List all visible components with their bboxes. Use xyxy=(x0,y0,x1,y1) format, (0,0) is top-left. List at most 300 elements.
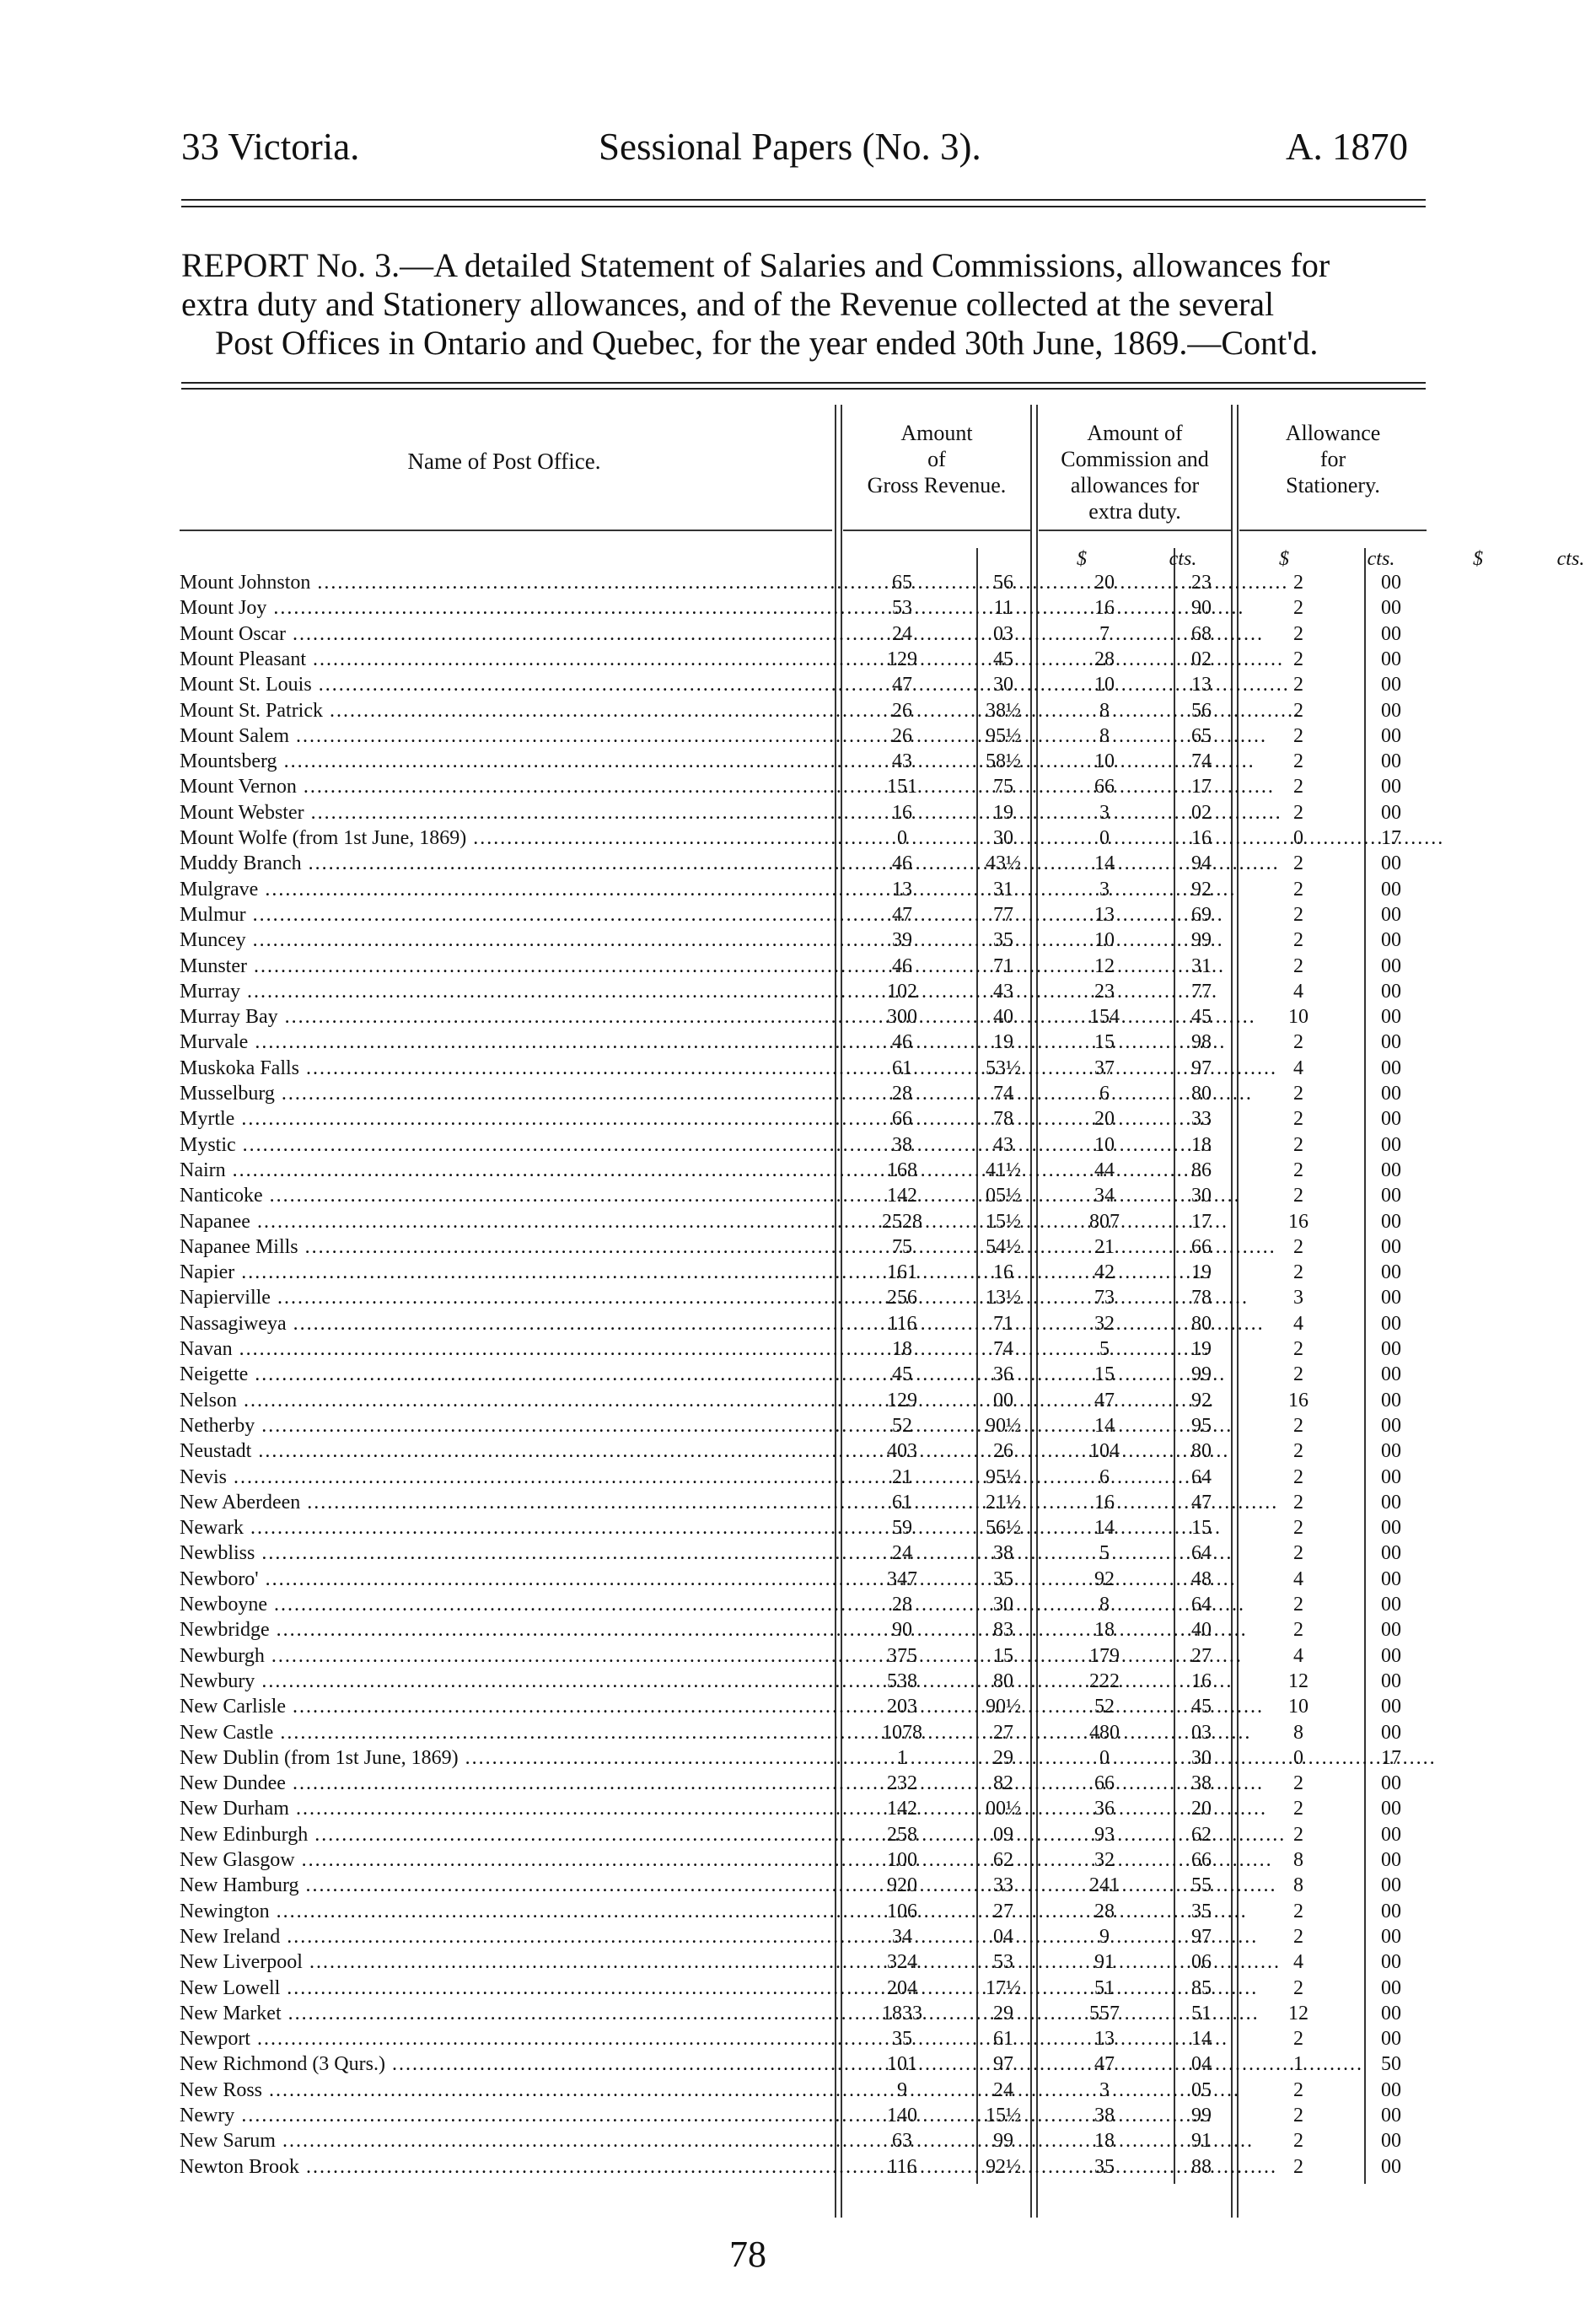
post-office-name: Neustadt ..... xyxy=(180,1438,829,1464)
table-row xyxy=(180,1592,1427,1617)
stationery-dollars: 2 xyxy=(1293,2155,1303,2178)
gross-revenue-dollars: 129 xyxy=(887,648,917,670)
gross-revenue-dollars: 203 xyxy=(887,1696,917,1718)
commission-dollars: 32 xyxy=(1094,1312,1115,1335)
stationery-cents: 00 xyxy=(1381,2105,1401,2127)
gross-revenue-cents: 95½ xyxy=(986,1465,1021,1488)
post-office-name: New Ross ..... xyxy=(180,2078,829,2103)
commission-dollars: 66 xyxy=(1094,776,1115,798)
gross-revenue-dollars: 403 xyxy=(887,1440,917,1463)
gross-revenue-dollars: 26 xyxy=(892,724,912,747)
stationery-dollars: 2 xyxy=(1293,1363,1303,1386)
stationery-cents: 00 xyxy=(1381,572,1401,594)
table-row xyxy=(180,1158,1427,1183)
gross-revenue-dollars: 38 xyxy=(892,1133,912,1156)
commission-cents: 27 xyxy=(1191,1644,1212,1667)
commission-cents: 38 xyxy=(1191,1772,1212,1795)
stationery-dollars: 8 xyxy=(1293,1874,1303,1897)
stationery-cents: 00 xyxy=(1381,724,1401,747)
gross-revenue-cents: 80 xyxy=(993,1669,1013,1692)
table-row xyxy=(180,1311,1427,1336)
post-office-name: Newboyne ..... xyxy=(180,1592,829,1617)
commission-cents: 88 xyxy=(1191,2155,1212,2178)
commission-dollars: 18 xyxy=(1094,1619,1115,1642)
stationery-cents: 00 xyxy=(1381,1798,1401,1820)
stationery-dollars: 2 xyxy=(1293,622,1303,645)
stationery-dollars: 2 xyxy=(1293,878,1303,901)
stationery-cents: 00 xyxy=(1381,852,1401,875)
stationery-dollars: 2 xyxy=(1293,1491,1303,1514)
post-office-name: Newboro' ..... xyxy=(180,1567,829,1592)
post-office-name: Navan ..... xyxy=(180,1336,829,1362)
commission-cents: 23 xyxy=(1191,572,1212,594)
stationery-dollars: 4 xyxy=(1293,1951,1303,1974)
stationery-dollars: 2 xyxy=(1293,1772,1303,1795)
commission-dollars: 10 xyxy=(1094,1133,1115,1156)
stationery-dollars: 4 xyxy=(1293,1644,1303,1667)
gross-revenue-cents: 43 xyxy=(993,980,1013,1003)
title-line: REPORT No. 3.—A detailed Statement of Salaries and Commissions, allowances for xyxy=(181,246,1330,284)
header-line: Amount xyxy=(900,421,973,445)
gross-revenue-cents: 38½ xyxy=(986,699,1021,722)
commission-dollars: 5 xyxy=(1099,1542,1110,1565)
commission-dollars: 807 xyxy=(1089,1210,1120,1233)
commission-cents: 64 xyxy=(1191,1542,1212,1565)
commission-cents: 47 xyxy=(1191,1491,1212,1514)
stationery-cents: 00 xyxy=(1381,597,1401,620)
post-office-name: Newry ..... xyxy=(180,2103,829,2128)
gross-revenue-cents: 30 xyxy=(993,827,1013,849)
gross-revenue-dollars: 16 xyxy=(892,801,912,824)
table-row xyxy=(180,1540,1427,1566)
header-line: Allowance xyxy=(1285,421,1381,445)
post-office-name: New Edinburgh ..... xyxy=(180,1822,829,1847)
post-office-name: Newburgh ..... xyxy=(180,1643,829,1669)
stationery-cents: 00 xyxy=(1381,1823,1401,1846)
gross-revenue-dollars: 920 xyxy=(887,1874,917,1897)
commission-dollars: 3 xyxy=(1099,2078,1110,2101)
post-office-name: Newport ..... xyxy=(180,2026,829,2051)
stationery-dollars: 2 xyxy=(1293,801,1303,824)
commission-cents: 99 xyxy=(1191,929,1212,952)
table-row xyxy=(180,1567,1427,1592)
gross-revenue-dollars: 347 xyxy=(887,1567,917,1590)
post-office-name: Mount Pleasant ..... xyxy=(180,647,829,672)
post-office-name: Napier ..... xyxy=(180,1260,829,1285)
header-left: 33 Victoria. xyxy=(181,126,360,168)
gross-revenue-dollars: 258 xyxy=(887,1823,917,1846)
table-row xyxy=(180,851,1427,876)
stationery-dollars: 3 xyxy=(1293,1287,1303,1309)
gross-revenue-dollars: 65 xyxy=(892,572,912,594)
stationery-cents: 00 xyxy=(1381,2078,1401,2101)
gross-revenue-dollars: 1833 xyxy=(882,2002,922,2024)
commission-cents: 55 xyxy=(1191,1874,1212,1897)
gross-revenue-dollars: 256 xyxy=(887,1287,917,1309)
gross-revenue-cents: 83 xyxy=(993,1619,1013,1642)
unit-cents: cts. xyxy=(1556,548,1585,570)
gross-revenue-dollars: 47 xyxy=(892,903,912,926)
table-row xyxy=(180,1949,1427,1975)
table-row xyxy=(180,1132,1427,1158)
stationery-dollars: 2 xyxy=(1293,2105,1303,2127)
table-rule-top-2 xyxy=(181,388,1426,390)
commission-dollars: 154 xyxy=(1089,1006,1120,1029)
stationery-dollars: 4 xyxy=(1293,1567,1303,1590)
header-underline xyxy=(180,530,832,531)
stationery-cents: 00 xyxy=(1381,1414,1401,1437)
stationery-dollars: 1 xyxy=(1293,2053,1303,2076)
commission-cents: 04 xyxy=(1191,2053,1212,2076)
stationery-dollars: 2 xyxy=(1293,572,1303,594)
commission-dollars: 34 xyxy=(1094,1185,1115,1207)
table-row xyxy=(180,595,1427,621)
gross-revenue-cents: 35 xyxy=(993,929,1013,952)
stationery-cents: 00 xyxy=(1381,1644,1401,1667)
gross-revenue-cents: 75 xyxy=(993,776,1013,798)
post-office-name: New Hamburg ..... xyxy=(180,1873,829,1898)
commission-cents: 77 xyxy=(1191,980,1212,1003)
post-office-name: Mount St. Patrick ..... xyxy=(180,698,829,723)
commission-cents: 80 xyxy=(1191,1440,1212,1463)
post-office-name: Mount St. Louis ..... xyxy=(180,672,829,697)
table-row xyxy=(180,1413,1427,1438)
gross-revenue-dollars: 375 xyxy=(887,1644,917,1667)
commission-cents: 31 xyxy=(1191,954,1212,977)
gross-revenue-cents: 95½ xyxy=(986,724,1021,747)
stationery-cents: 00 xyxy=(1381,1363,1401,1386)
post-office-name: New Aberdeen ..... xyxy=(180,1490,829,1515)
stationery-dollars: 12 xyxy=(1288,2002,1309,2024)
commission-cents: 65 xyxy=(1191,724,1212,747)
commission-dollars: 52 xyxy=(1094,1696,1115,1718)
commission-cents: 90 xyxy=(1191,597,1212,620)
gross-revenue-dollars: 140 xyxy=(887,2105,917,2127)
gross-revenue-cents: 38 xyxy=(993,1542,1013,1565)
stationery-dollars: 8 xyxy=(1293,1721,1303,1744)
commission-cents: 14 xyxy=(1191,2028,1212,2051)
gross-revenue-dollars: 151 xyxy=(887,776,917,798)
gross-revenue-cents: 62 xyxy=(993,1849,1013,1871)
stationery-dollars: 2 xyxy=(1293,1185,1303,1207)
gross-revenue-cents: 05½ xyxy=(986,1185,1021,1207)
gross-revenue-dollars: 39 xyxy=(892,929,912,952)
table-row xyxy=(180,1285,1427,1310)
commission-dollars: 47 xyxy=(1094,2053,1115,2076)
gross-revenue-dollars: 538 xyxy=(887,1669,917,1692)
table-row xyxy=(180,1924,1427,1949)
stationery-cents: 00 xyxy=(1381,2130,1401,2153)
commission-dollars: 42 xyxy=(1094,1261,1115,1284)
table-row xyxy=(180,2078,1427,2103)
post-office-name: Newbridge ..... xyxy=(180,1617,829,1643)
commission-dollars: 557 xyxy=(1089,2002,1120,2024)
table-row xyxy=(180,1030,1427,1055)
stationery-dollars: 2 xyxy=(1293,1465,1303,1488)
commission-dollars: 15 xyxy=(1094,1363,1115,1386)
gross-revenue-dollars: 300 xyxy=(887,1006,917,1029)
post-office-name: New Carlisle ..... xyxy=(180,1694,829,1719)
table-row xyxy=(180,621,1427,647)
gross-revenue-dollars: 35 xyxy=(892,2028,912,2051)
post-office-name: Mount Salem ..... xyxy=(180,723,829,749)
gross-revenue-cents: 00½ xyxy=(986,1798,1021,1820)
commission-dollars: 92 xyxy=(1094,1567,1115,1590)
table-row xyxy=(180,1643,1427,1669)
commission-cents: 33 xyxy=(1191,1108,1212,1131)
stationery-dollars: 2 xyxy=(1293,954,1303,977)
table-row xyxy=(180,1822,1427,1847)
commission-cents: 66 xyxy=(1191,1235,1212,1258)
header-line: of xyxy=(927,447,946,471)
commission-dollars: 10 xyxy=(1094,674,1115,696)
table-row xyxy=(180,1515,1427,1540)
gross-revenue-cents: 41½ xyxy=(986,1159,1021,1181)
post-office-name: Mulmur ..... xyxy=(180,902,829,927)
gross-revenue-cents: 43½ xyxy=(986,852,1021,875)
gross-revenue-dollars: 46 xyxy=(892,852,912,875)
gross-revenue-cents: 30 xyxy=(993,674,1013,696)
table-row xyxy=(180,1260,1427,1285)
gross-revenue-dollars: 1 xyxy=(897,1746,907,1769)
commission-dollars: 15 xyxy=(1094,1031,1115,1054)
table-row xyxy=(180,749,1427,774)
stationery-cents: 00 xyxy=(1381,1567,1401,1590)
gross-revenue-dollars: 90 xyxy=(892,1619,912,1642)
commission-dollars: 14 xyxy=(1094,1517,1115,1540)
stationery-cents: 00 xyxy=(1381,1235,1401,1258)
post-office-name: Muskoka Falls ..... xyxy=(180,1056,829,1081)
stationery-cents: 00 xyxy=(1381,1900,1401,1922)
title-line: Post Offices in Ontario and Quebec, for the year ended 30th June, 1869.—Cont'd. xyxy=(215,324,1319,362)
header-line: Commission and xyxy=(1061,447,1209,471)
gross-revenue-dollars: 2528 xyxy=(882,1210,922,1233)
gross-revenue-cents: 90½ xyxy=(986,1414,1021,1437)
gross-revenue-cents: 26 xyxy=(993,1440,1013,1463)
stationery-dollars: 2 xyxy=(1293,1261,1303,1284)
gross-revenue-cents: 53½ xyxy=(986,1057,1021,1079)
commission-cents: 40 xyxy=(1191,1619,1212,1642)
commission-cents: 99 xyxy=(1191,1363,1212,1386)
stationery-dollars: 2 xyxy=(1293,852,1303,875)
stationery-cents: 00 xyxy=(1381,1465,1401,1488)
gross-revenue-dollars: 24 xyxy=(892,1542,912,1565)
title-line: extra duty and Stationery allowances, and of the Revenue collected at the several xyxy=(181,285,1275,323)
gross-revenue-cents: 82 xyxy=(993,1772,1013,1795)
commission-cents: 17 xyxy=(1191,1210,1212,1233)
stationery-cents: 17 xyxy=(1381,1746,1401,1769)
commission-dollars: 37 xyxy=(1094,1057,1115,1079)
stationery-dollars: 2 xyxy=(1293,2130,1303,2153)
commission-cents: 03 xyxy=(1191,1721,1212,1744)
stationery-dollars: 2 xyxy=(1293,1823,1303,1846)
table-row xyxy=(180,2103,1427,2128)
table-row xyxy=(180,954,1427,979)
stationery-dollars: 2 xyxy=(1293,750,1303,773)
commission-dollars: 14 xyxy=(1094,1414,1115,1437)
table-row xyxy=(180,1056,1427,1081)
commission-dollars: 16 xyxy=(1094,1491,1115,1514)
header-line: Gross Revenue. xyxy=(867,473,1007,497)
commission-cents: 99 xyxy=(1191,2105,1212,2127)
post-office-name: Myrtle ..... xyxy=(180,1106,829,1132)
gross-revenue-cents: 97 xyxy=(993,2053,1013,2076)
commission-cents: 45 xyxy=(1191,1006,1212,1029)
post-office-name: Napanee ..... xyxy=(180,1209,829,1234)
commission-cents: 02 xyxy=(1191,801,1212,824)
stationery-dollars: 2 xyxy=(1293,1235,1303,1258)
table-row xyxy=(180,1720,1427,1745)
stationery-dollars: 4 xyxy=(1293,1312,1303,1335)
commission-cents: 56 xyxy=(1191,699,1212,722)
stationery-cents: 00 xyxy=(1381,674,1401,696)
post-office-name: Murray Bay ..... xyxy=(180,1004,829,1030)
commission-cents: 62 xyxy=(1191,1823,1212,1846)
commission-cents: 97 xyxy=(1191,1925,1212,1948)
gross-revenue-cents: 04 xyxy=(993,1925,1013,1948)
commission-dollars: 7 xyxy=(1099,622,1110,645)
stationery-cents: 00 xyxy=(1381,1517,1401,1540)
gross-revenue-dollars: 142 xyxy=(887,1185,917,1207)
gross-revenue-dollars: 47 xyxy=(892,674,912,696)
commission-cents: 69 xyxy=(1191,903,1212,926)
stationery-cents: 00 xyxy=(1381,1491,1401,1514)
commission-dollars: 0 xyxy=(1099,827,1110,849)
stationery-cents: 00 xyxy=(1381,622,1401,645)
post-office-name: Mystic ..... xyxy=(180,1132,829,1158)
gross-revenue-dollars: 142 xyxy=(887,1798,917,1820)
commission-dollars: 91 xyxy=(1094,1951,1115,1974)
gross-revenue-dollars: 116 xyxy=(887,1312,917,1335)
commission-dollars: 16 xyxy=(1094,597,1115,620)
stationery-cents: 17 xyxy=(1381,827,1401,849)
table-row xyxy=(180,1617,1427,1643)
post-office-name: New Glasgow ..... xyxy=(180,1847,829,1873)
stationery-dollars: 2 xyxy=(1293,1594,1303,1616)
stationery-cents: 00 xyxy=(1381,1185,1401,1207)
gross-revenue-cents: 54½ xyxy=(986,1235,1021,1258)
gross-revenue-dollars: 28 xyxy=(892,1594,912,1616)
commission-dollars: 3 xyxy=(1099,878,1110,901)
table-row xyxy=(180,825,1427,851)
table-row xyxy=(180,1899,1427,1924)
gross-revenue-dollars: 34 xyxy=(892,1925,912,1948)
gross-revenue-cents: 00 xyxy=(993,1389,1013,1411)
table-row xyxy=(180,1081,1427,1106)
commission-dollars: 5 xyxy=(1099,1338,1110,1360)
gross-revenue-dollars: 1078 xyxy=(882,1721,922,1744)
commission-cents: 91 xyxy=(1191,2130,1212,2153)
post-office-name: Netherby ..... xyxy=(180,1413,829,1438)
stationery-dollars: 2 xyxy=(1293,776,1303,798)
post-office-name: Muddy Branch ..... xyxy=(180,851,829,876)
commission-dollars: 104 xyxy=(1089,1440,1120,1463)
commission-dollars: 8 xyxy=(1099,1594,1110,1616)
commission-dollars: 9 xyxy=(1099,1925,1110,1948)
stationery-cents: 00 xyxy=(1381,648,1401,670)
stationery-cents: 00 xyxy=(1381,1287,1401,1309)
stationery-cents: 00 xyxy=(1381,980,1401,1003)
stationery-cents: 00 xyxy=(1381,1440,1401,1463)
stationery-dollars: 2 xyxy=(1293,1031,1303,1054)
post-office-name: Neigette ..... xyxy=(180,1362,829,1387)
gross-revenue-dollars: 26 xyxy=(892,699,912,722)
stationery-dollars: 2 xyxy=(1293,1900,1303,1922)
commission-cents: 68 xyxy=(1191,622,1212,645)
gross-revenue-dollars: 161 xyxy=(887,1261,917,1284)
header-underline xyxy=(1239,530,1427,531)
table-row xyxy=(180,698,1427,723)
header-line: Amount of xyxy=(1087,421,1183,445)
commission-dollars: 14 xyxy=(1094,852,1115,875)
gross-revenue-cents: 29 xyxy=(993,2002,1013,2024)
table-row xyxy=(180,1336,1427,1362)
commission-cents: 66 xyxy=(1191,1849,1212,1871)
commission-dollars: 32 xyxy=(1094,1849,1115,1871)
gross-revenue-dollars: 46 xyxy=(892,954,912,977)
stationery-cents: 00 xyxy=(1381,929,1401,952)
header-line: extra duty. xyxy=(1088,499,1181,524)
table-row xyxy=(180,2026,1427,2051)
commission-dollars: 13 xyxy=(1094,2028,1115,2051)
post-office-name: Newark ..... xyxy=(180,1515,829,1540)
stationery-cents: 00 xyxy=(1381,776,1401,798)
post-office-name: New Liverpool ..... xyxy=(180,1949,829,1975)
commission-dollars: 12 xyxy=(1094,954,1115,977)
unit-cents: cts. xyxy=(1367,548,1395,570)
commission-dollars: 8 xyxy=(1099,724,1110,747)
gross-revenue-dollars: 43 xyxy=(892,750,912,773)
gross-revenue-cents: 36 xyxy=(993,1363,1013,1386)
gross-revenue-dollars: 63 xyxy=(892,2130,912,2153)
gross-revenue-cents: 19 xyxy=(993,1031,1013,1054)
gross-revenue-dollars: 21 xyxy=(892,1465,912,1488)
commission-cents: 85 xyxy=(1191,1976,1212,1999)
commission-cents: 13 xyxy=(1191,674,1212,696)
stationery-dollars: 2 xyxy=(1293,1440,1303,1463)
gross-revenue-cents: 71 xyxy=(993,1312,1013,1335)
gross-revenue-dollars: 204 xyxy=(887,1976,917,1999)
gross-revenue-cents: 33 xyxy=(993,1874,1013,1897)
post-office-name: Mount Webster ..... xyxy=(180,800,829,825)
gross-revenue-dollars: 59 xyxy=(892,1517,912,1540)
gross-revenue-dollars: 46 xyxy=(892,1031,912,1054)
stationery-dollars: 2 xyxy=(1293,1159,1303,1181)
stationery-dollars: 2 xyxy=(1293,1925,1303,1948)
table-row xyxy=(180,927,1427,953)
stationery-dollars: 10 xyxy=(1288,1696,1309,1718)
commission-cents: 16 xyxy=(1191,827,1212,849)
table-row xyxy=(180,570,1427,595)
table-row xyxy=(180,1183,1427,1208)
post-office-name: Nairn ..... xyxy=(180,1158,829,1183)
gross-revenue-dollars: 100 xyxy=(887,1849,917,1871)
stationery-cents: 00 xyxy=(1381,1338,1401,1360)
commission-cents: 15 xyxy=(1191,1517,1212,1540)
gross-revenue-cents: 53 xyxy=(993,1951,1013,1974)
column-header-gross-revenue xyxy=(843,420,1030,498)
post-office-name: Munster ..... xyxy=(180,954,829,979)
commission-dollars: 73 xyxy=(1094,1287,1115,1309)
gross-revenue-dollars: 232 xyxy=(887,1772,917,1795)
commission-cents: 80 xyxy=(1191,1083,1212,1105)
units-row xyxy=(180,546,1585,572)
page-number: 78 xyxy=(729,2234,766,2275)
gross-revenue-dollars: 168 xyxy=(887,1159,917,1181)
gross-revenue-dollars: 53 xyxy=(892,597,912,620)
commission-dollars: 44 xyxy=(1094,1159,1115,1181)
post-office-name: Nanticoke ..... xyxy=(180,1183,829,1208)
